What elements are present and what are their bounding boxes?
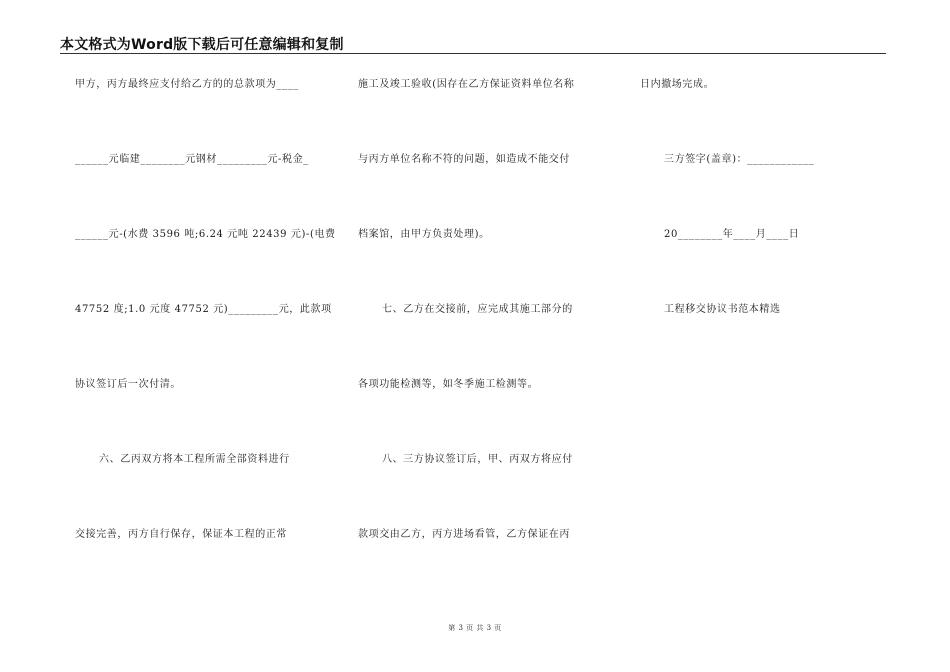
- paragraph-line: 各项功能检测等，如冬季施工检测等。: [358, 379, 539, 390]
- paragraph-line: 施工及竣工验收(因存在乙方保证资料单位名称: [358, 79, 575, 90]
- page-number: 第 3 页 共 3 页: [448, 624, 502, 632]
- paragraph-line: 七、乙方在交接前，应完成其施工部分的: [382, 304, 573, 315]
- paragraph-line: 协议签订后一次付清。: [75, 379, 181, 390]
- header-divider: [60, 53, 886, 54]
- paragraph-line: 日内撤场完成。: [640, 79, 715, 90]
- paragraph-line: ______元临建________元钢材_________元-税金_: [75, 154, 309, 165]
- paragraph-line: 与丙方单位名称不符的问题，如造成不能交付: [358, 154, 570, 165]
- paragraph-line: 甲方，丙方最终应支付给乙方的的总款项为____: [75, 79, 299, 90]
- paragraph-line: 47752 度;1.0 元度 47752 元)_________元，此款项: [75, 304, 332, 315]
- document-header-title: 本文格式为Word版下载后可任意编辑和复制: [60, 37, 344, 53]
- paragraph-line: 六、乙丙双方将本工程所需全部资料进行: [99, 454, 290, 465]
- paragraph-line: 八、三方协议签订后，甲、丙双方将应付: [382, 454, 573, 465]
- paragraph-line: ______元-(水费 3596 吨;6.24 元吨 22439 元)-(电费: [75, 229, 336, 240]
- paragraph-line: 款项交由乙方，丙方进场看管，乙方保证在丙: [358, 529, 570, 540]
- document-subtitle: 工程移交协议书范本精选: [664, 304, 781, 315]
- paragraph-line: 档案馆，由甲方负责处理)。: [358, 229, 490, 240]
- paragraph-line: 交接完善，丙方自行保存，保证本工程的正常: [75, 529, 287, 540]
- date-line: 20________年____月____日: [664, 229, 800, 240]
- signature-line: 三方签字(盖章)：____________: [664, 154, 815, 165]
